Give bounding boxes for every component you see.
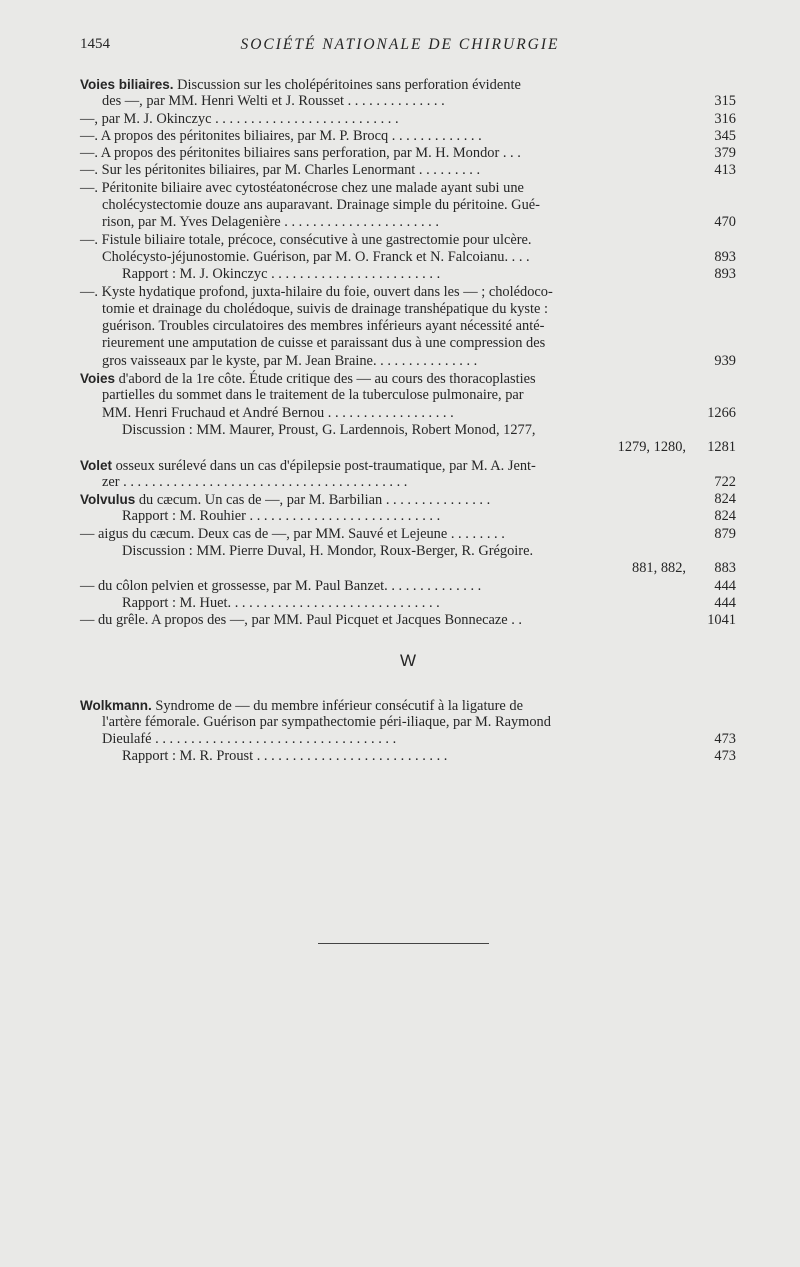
entry-text: Rapport : M. J. Okinczyc . . . . . . . . . . . . . . . . . . . . . . . .	[122, 266, 441, 283]
index-line	[80, 249, 736, 266]
entry-text: Discussion sur les cholépéritoines sans perforation évidente	[173, 77, 521, 93]
entry-text: 881, 882,	[632, 560, 686, 577]
page-reference: 1266	[707, 404, 736, 421]
index-line	[80, 387, 736, 404]
index-line	[80, 578, 736, 595]
index-line	[80, 560, 736, 577]
entry-text: l'artère fémorale. Guérison par sympathectomie péri-iliaque, par M. Raymond	[102, 713, 551, 730]
index-line	[80, 491, 736, 508]
page-reference: 893	[714, 248, 736, 265]
page-reference: 413	[714, 162, 736, 179]
entry-text: —. A propos des péritonites biliaires sans perforation, par M. H. Mondor . . .	[80, 145, 521, 162]
entry-text: —. A propos des péritonites biliaires, par M. P. Brocq . . . . . . . . . . . . .	[80, 127, 482, 144]
page-reference: 893	[714, 266, 736, 283]
entry-text: Discussion : MM. Pierre Duval, H. Mondor, Roux-Berger, R. Grégoire.	[122, 543, 534, 560]
page-reference: 879	[714, 525, 736, 542]
index-line	[80, 595, 736, 612]
index-line	[80, 714, 736, 731]
index-line	[80, 353, 736, 370]
page-reference: 824	[714, 508, 736, 525]
index-line	[80, 301, 736, 318]
entry-text: Dieulafé . . . . . . . . . . . . . . . . . . . . . . . . . . . . . . . . . .	[102, 731, 397, 748]
entry-text: guérison. Troubles circulatoires des membres inférieurs ayant nécessité anté-	[102, 318, 545, 335]
entry-keyword: Voies biliaires.	[80, 77, 174, 92]
index-body	[80, 76, 736, 766]
index-line	[80, 543, 736, 560]
entry-text: gros vaisseaux par le kyste, par M. Jean Braine. . . . . . . . . . . . . . .	[102, 352, 478, 369]
entry-keyword: Voies	[80, 371, 116, 387]
index-line	[80, 457, 736, 474]
entry-text: rison, par M. Yves Delagenière . . . . . . . . . . . . . . . . . . . . . .	[102, 214, 439, 231]
page-reference: 939	[714, 352, 736, 369]
entry-text: rieurement une amputation de cuisse et paraissant dus à une compression des	[102, 335, 546, 352]
v-entries	[80, 76, 736, 630]
page-reference: 444	[714, 594, 736, 611]
page-reference: 1041	[707, 612, 736, 629]
page-reference: 883	[714, 560, 736, 577]
entry-text: —. Sur les péritonites biliaires, par M. Charles Lenormant . . . . . . . . .	[80, 162, 481, 179]
index-line	[80, 508, 736, 525]
entry-text: —. Péritonite biliaire avec cytostéatonécrose chez une malade ayant subi une	[80, 179, 524, 196]
index-line	[80, 422, 736, 439]
entry-text: —, par M. J. Okinczyc . . . . . . . . . . . . . . . . . . . . . . . . . .	[80, 110, 399, 127]
page-reference: 824	[714, 491, 736, 508]
section-letter: W	[399, 650, 417, 670]
entry-text: — du grêle. A propos des —, par MM. Paul Picquet et Jacques Bonnecaze . .	[80, 612, 523, 629]
page-reference: 473	[714, 748, 736, 765]
entry-text: —. Fistule biliaire totale, précoce, consécutive à une gastrectomie pour ulcère.	[80, 231, 532, 248]
index-entry	[80, 491, 736, 629]
index-line	[80, 128, 736, 145]
index-line	[80, 697, 736, 714]
index-line	[80, 748, 736, 765]
entry-text: — aigus du cæcum. Deux cas de —, par MM. Sauvé et Lejeune . . . . . . . .	[80, 525, 505, 542]
entry-text: tomie et drainage du cholédoque, suivis de drainage transhépatique du kyste :	[102, 300, 548, 317]
page-header	[80, 36, 720, 58]
page-reference: 345	[714, 127, 736, 144]
entry-text: —. Kyste hydatique profond, juxta-hilaire du foie, ouvert dans les — ; cholédoco-	[80, 283, 553, 300]
entry-text: partielles du sommet dans le traitement de la tuberculose pulmonaire, par	[102, 387, 524, 404]
page-reference: 1281	[707, 439, 736, 456]
page-reference: 722	[714, 473, 736, 490]
index-line	[80, 284, 736, 301]
index-line	[80, 439, 736, 456]
entry-text: MM. Henri Fruchaud et André Bernou . . . . . . . . . . . . . . . . . .	[102, 404, 454, 421]
index-line	[80, 162, 736, 179]
entry-text: Syndrome de — du membre inférieur consécutif à la ligature de	[151, 697, 523, 714]
entry-text: du cæcum. Un cas de —, par M. Barbilian . . . . . . . . . . . . . . .	[135, 492, 491, 509]
entry-text: des —, par MM. Henri Welti et J. Rousset . . . . . . . . . . . . . .	[102, 93, 445, 110]
page-reference: 470	[714, 214, 736, 231]
entry-keyword: Volet	[80, 457, 113, 473]
entry-text: Rapport : M. Huet. . . . . . . . . . . . . . . . . . . . . . . . . . . . . .	[122, 594, 440, 611]
entry-text: Rapport : M. Rouhier . . . . . . . . . . . . . . . . . . . . . . . . . . .	[122, 508, 441, 525]
index-line	[80, 474, 736, 491]
page-number: 1454	[80, 36, 110, 52]
page-reference: 316	[714, 110, 736, 127]
page-reference: 315	[714, 93, 736, 110]
index-entry	[80, 457, 736, 492]
index-entry	[80, 76, 736, 370]
entry-text: cholécystectomie douze ans auparavant. Drainage simple du péritoine. Gué-	[102, 197, 540, 214]
index-line	[80, 214, 736, 231]
index-line	[80, 197, 736, 214]
index-line	[80, 612, 736, 629]
entry-text: Rapport : M. R. Proust . . . . . . . . . . . . . . . . . . . . . . . . . . .	[122, 748, 448, 765]
index-line	[80, 111, 736, 128]
index-line	[80, 318, 736, 335]
index-entry	[80, 370, 736, 456]
entry-text: Cholécysto-jéjunostomie. Guérison, par M. O. Franck et N. Falcoianu. . . .	[102, 248, 530, 265]
index-line	[80, 266, 736, 283]
page-reference: 444	[714, 577, 736, 594]
index-line	[80, 335, 736, 352]
index-line	[80, 526, 736, 543]
end-rule	[318, 943, 489, 944]
entry-text: Discussion : MM. Maurer, Proust, G. Lardennois, Robert Monod, 1277,	[122, 421, 536, 438]
index-line	[80, 93, 736, 110]
entry-text: 1279, 1280,	[617, 439, 686, 456]
index-line	[80, 370, 736, 387]
index-line	[80, 76, 736, 93]
index-line	[80, 405, 736, 422]
running-title: SOCIÉTÉ NATIONALE DE CHIRURGIE	[240, 36, 560, 53]
page-reference: 473	[714, 731, 736, 748]
entry-keyword: Wolkmann.	[80, 697, 152, 713]
entry-text: — du côlon pelvien et grossesse, par M. Paul Banzet. . . . . . . . . . . . . .	[80, 577, 482, 594]
index-line	[80, 145, 736, 162]
index-line	[80, 180, 736, 197]
entry-text: osseux surélevé dans un cas d'épilepsie post-traumatique, par M. A. Jent-	[112, 457, 536, 474]
entry-keyword: Volvulus	[80, 492, 136, 508]
entry-text: zer . . . . . . . . . . . . . . . . . . . . . . . . . . . . . . . . . . . . . . . .	[102, 473, 408, 490]
entry-text: d'abord de la 1re côte. Étude critique des — au cours des thoracoplasties	[115, 371, 536, 388]
index-line	[80, 232, 736, 249]
w-entries	[80, 697, 736, 766]
index-line	[80, 731, 736, 748]
page-reference: 379	[714, 145, 736, 162]
index-entry	[80, 697, 736, 766]
